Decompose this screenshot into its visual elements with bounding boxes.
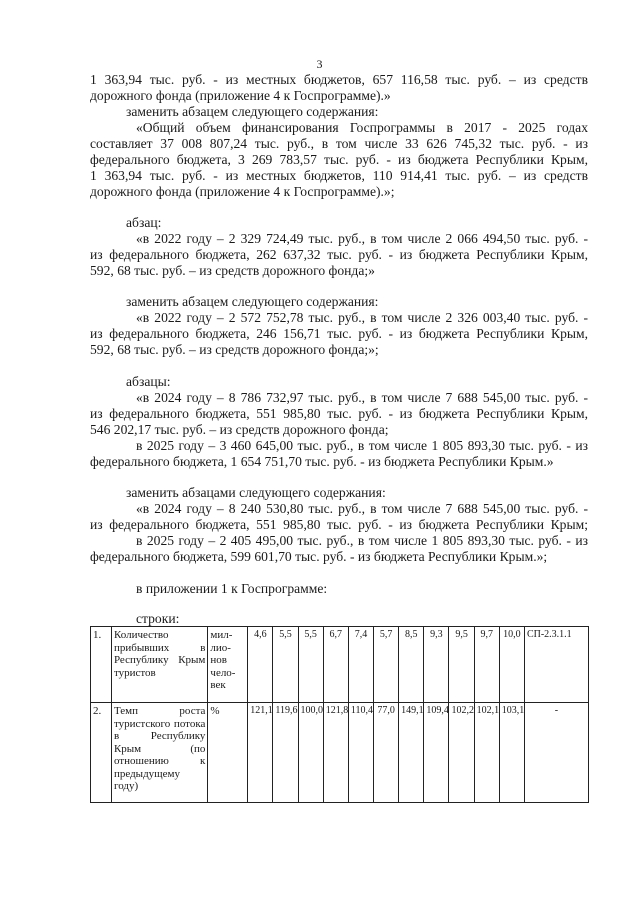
code-cell: - [524,703,588,803]
text-line: 592, 68 тыс. руб. – из средств дорожного фонда;» [90,263,375,278]
text-line: в 2025 году – 3 460 645,00 тыс. руб., в том числе 1 805 893,30 тыс. руб. - из [136,438,588,453]
value-cell: 7,4 [348,627,373,703]
row-number: 2. [91,703,112,803]
value-cell: 9,7 [474,627,499,703]
value-cell: 121,8 [323,703,348,803]
table-row [91,627,589,703]
text-line: в приложении 1 к Госпрограмме: [136,581,328,596]
text-line: дорожного фонда (приложение 4 к Госпрограмме).»; [90,184,395,199]
text-line: 546 202,17 тыс. руб. – из средств дорожного фонда; [90,422,389,437]
text-line: федерального бюджета, 1 654 751,70 тыс. руб. - из бюджета Республики Крым.» [90,454,554,469]
value-cell: 10,0 [499,627,524,703]
value-cell: 8,5 [399,627,424,703]
text-line: дорожного фонда (приложение 4 к Госпрограмме).» [90,88,391,103]
value-cell: 4,6 [248,627,273,703]
indicator-name: Количество прибывших в Республику Крым туристов [111,627,207,703]
text-line: заменить абзацами следующего содержания: [126,485,386,500]
text-line: федерального бюджета, 599 601,70 тыс. руб. - из бюджета Республики Крым.»; [90,549,548,564]
text-line: 592, 68 тыс. руб. – из средств дорожного фонда;»; [90,342,379,357]
code-cell: СП-2.3.1.1 [524,627,588,703]
unit-cell: мил-лио-нов чело-век [208,627,248,703]
value-cell: 109,4 [424,703,449,803]
indicators-table [90,626,589,803]
text-line: «в 2022 году – 2 329 724,49 тыс. руб., в том числе 2 066 494,50 тыс. руб. - [136,231,588,246]
text-line: 1 363,94 тыс. руб. - из местных бюджетов, 657 116,58 тыс. руб. – из средств [90,72,588,87]
row-number: 1. [91,627,112,703]
value-cell: 6,7 [323,627,348,703]
text-line: федерального бюджета, 3 269 783,57 тыс. руб. - из бюджета Республики Крым, [90,152,588,167]
text-line: «в 2022 году – 2 572 752,78 тыс. руб., в том числе 2 326 003,40 тыс. руб. - [136,310,588,325]
value-cell: 102,1 [474,703,499,803]
text-line: 1 363,94 тыс. руб. - из местных бюджетов, 110 914,41 тыс. руб. – из средств [90,168,588,183]
text-line: из федерального бюджета, 551 985,80 тыс. руб. - из бюджета Республики Крым, [90,406,588,421]
table-row [91,703,589,803]
value-cell: 9,3 [424,627,449,703]
value-cell: 149,1 [399,703,424,803]
value-cell: 121,1 [248,703,273,803]
text-line: абзацы: [126,374,171,389]
value-cell: 103,1 [499,703,524,803]
page-number: 3 [316,57,323,71]
value-cell: 5,5 [273,627,298,703]
text-line: в 2025 году – 2 405 495,00 тыс. руб., в том числе 1 805 893,30 тыс. руб. - из [136,533,588,548]
value-cell: 102,2 [449,703,474,803]
text-line: «в 2024 году – 8 240 530,80 тыс. руб., в том числе 7 688 545,00 тыс. руб. - [136,501,588,516]
value-cell: 5,5 [298,627,323,703]
value-cell: 110,4 [348,703,373,803]
text-line: из федерального бюджета, 246 156,71 тыс. руб. - из бюджета Республики Крым, [90,326,588,341]
text-line: строки: [136,611,180,626]
text-line: заменить абзацем следующего содержания: [126,294,379,309]
text-line: из федерального бюджета, 262 637,32 тыс. руб. - из бюджета Республики Крым, [90,247,588,262]
unit-cell: % [208,703,248,803]
value-cell: 119,6 [273,703,298,803]
text-line: абзац: [126,215,162,230]
text-line: составляет 37 008 807,24 тыс. руб., в том числе 33 626 745,32 тыс. руб. - из [90,136,588,151]
value-cell: 77,0 [374,703,399,803]
text-line: заменить абзацем следующего содержания: [126,104,379,119]
indicator-name: Темп роста туристского потока в Республику Крым (по отношению к предыдущему году) [111,703,207,803]
text-line: из федерального бюджета, 551 985,80 тыс. руб. - из бюджета Республики Крым; [90,517,588,532]
value-cell: 5,7 [374,627,399,703]
text-line: «Общий объем финансирования Госпрограммы в 2017 - 2025 годах [136,120,588,135]
value-cell: 9,5 [449,627,474,703]
value-cell: 100,0 [298,703,323,803]
text-line: «в 2024 году – 8 786 732,97 тыс. руб., в том числе 7 688 545,00 тыс. руб. - [136,390,588,405]
